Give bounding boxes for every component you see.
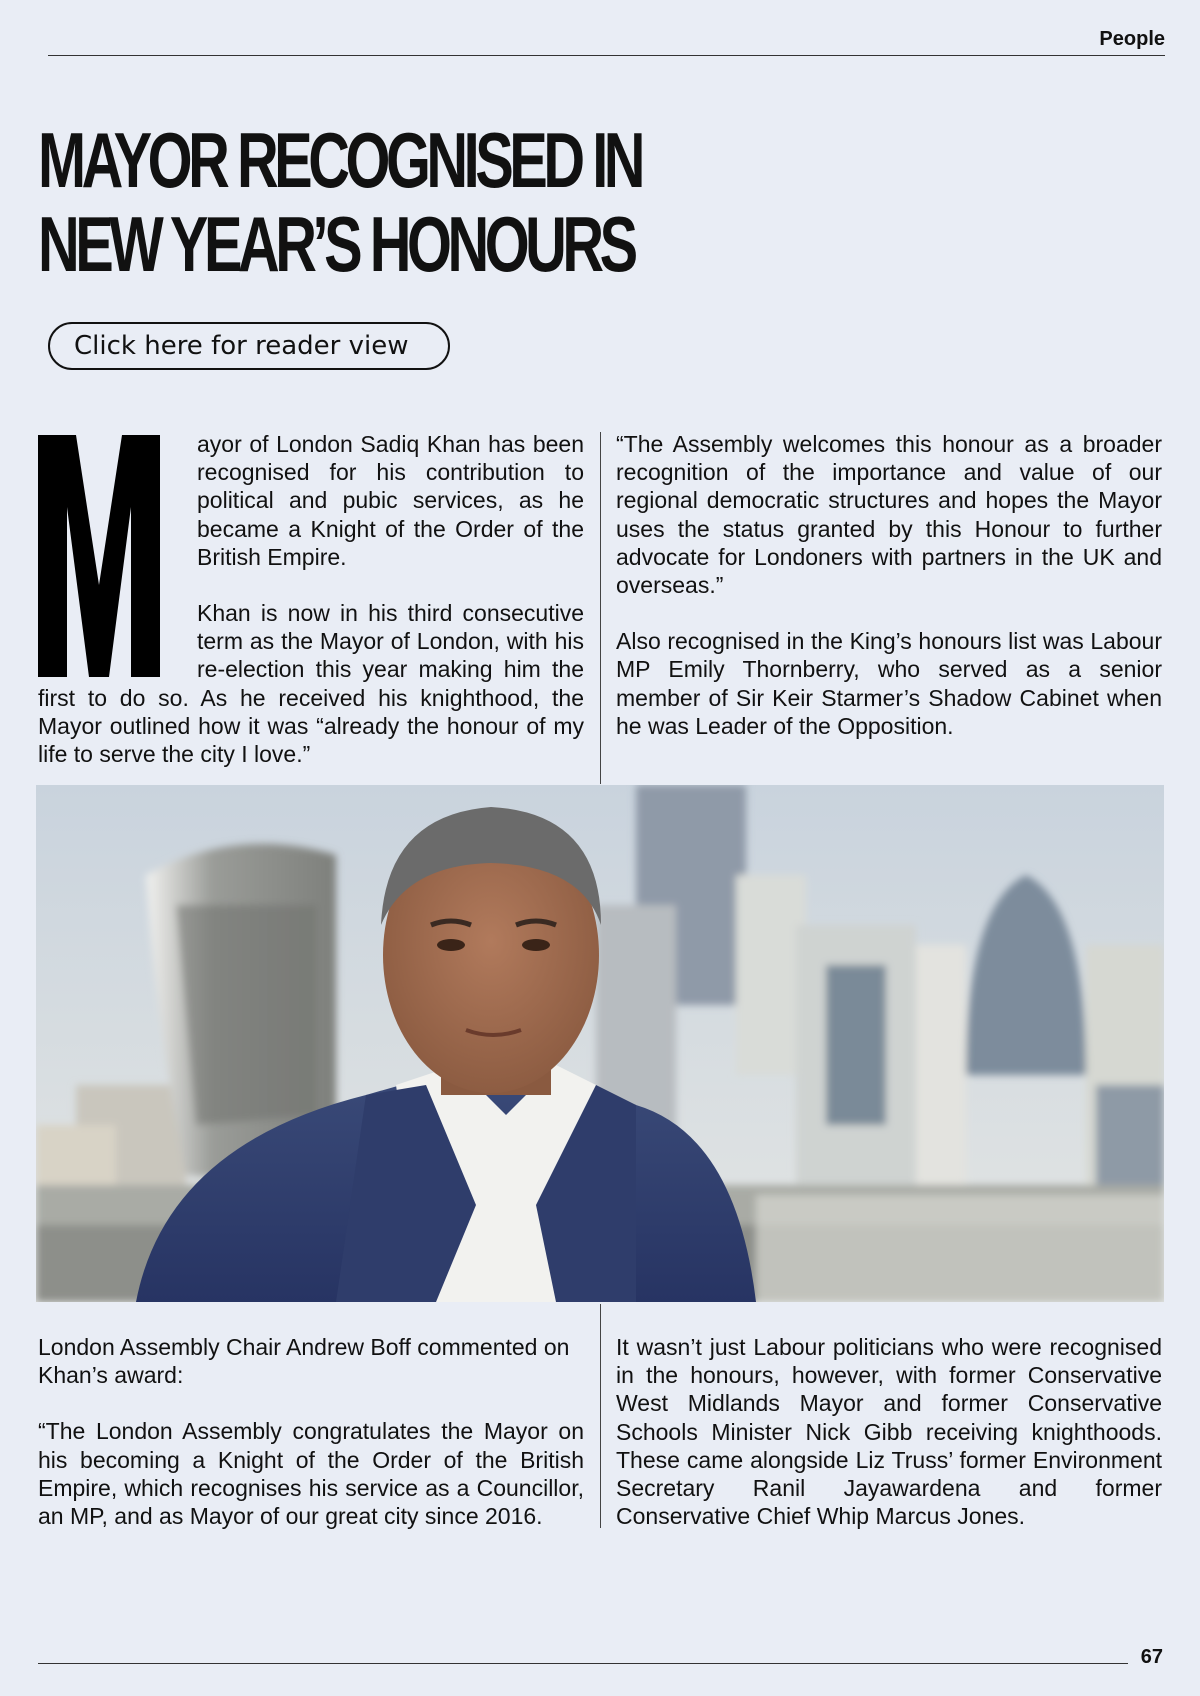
section-label: People bbox=[1099, 28, 1165, 50]
article-paragraph: It wasn’t just Labour politicians who were recognised in the honours, however, with former Conservative West Midlands Mayor and former Conservative Schools Minister Nick Gibb receiving knighthoods. These came alongside Liz Truss’ former Environment Secretary Ranil Jayawardena and former Conservative Chief Whip Marcus Jones. bbox=[616, 1334, 1162, 1530]
column-divider bbox=[600, 1304, 601, 1528]
footer-divider bbox=[38, 1663, 1128, 1664]
reader-view-button[interactable]: Click here for reader view bbox=[48, 322, 450, 370]
drop-cap bbox=[38, 435, 160, 677]
article-column-3 bbox=[38, 1333, 584, 1530]
mayor-portrait-photo bbox=[36, 785, 1164, 1302]
header-divider bbox=[48, 55, 1165, 56]
headline-line-2: NEW YEAR’S HONOURS bbox=[38, 200, 634, 288]
article-paragraph: ayor of London Sadiq Khan has been recognised for his contribution to political and pubic services, as he became a Knight of the Order of the British Empire. bbox=[197, 431, 584, 570]
article-paragraph: Khan is now in his third consecutive term as the Mayor of London, with his re-election this year making him the first to do so. As he received his knighthood, the Mayor outlined how it was “already the honour of my life to serve the city I love.” bbox=[38, 600, 584, 768]
article-paragraph: London Assembly Chair Andrew Boff commented on Khan’s award: bbox=[38, 1334, 570, 1389]
article-headline bbox=[38, 118, 641, 286]
article-column-4 bbox=[616, 1333, 1162, 1530]
article-column-1 bbox=[38, 430, 584, 768]
page-number: 67 bbox=[1140, 1646, 1163, 1668]
article-paragraph: “The London Assembly congratulates the Mayor on his becoming a Knight of the Order of the British Empire, which recognises his service as a Councillor, an MP, and as Mayor of our great city since 2016. bbox=[38, 1418, 584, 1530]
article-column-2 bbox=[616, 430, 1162, 740]
article-paragraph: Also recognised in the King’s honours list was Labour MP Emily Thornberry, who served as a senior member of Sir Keir Starmer’s Shadow Cabinet when he was Leader of the Opposition. bbox=[616, 628, 1162, 739]
column-divider bbox=[600, 432, 601, 784]
headline-line-1: MAYOR RECOGNISED IN bbox=[38, 116, 642, 204]
article-paragraph: “The Assembly welcomes this honour as a broader recognition of the importance and value of our regional democratic structures and hopes the Mayor uses the status granted by this Honour to further advocate for Londoners with partners in the UK and overseas.” bbox=[616, 431, 1162, 599]
